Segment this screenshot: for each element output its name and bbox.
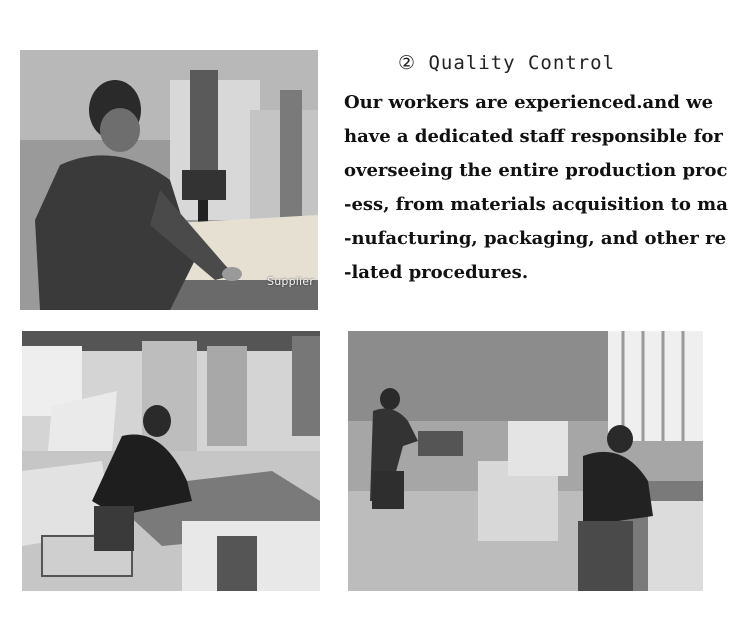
description-paragraph <box>344 90 744 294</box>
photo-drilling-illustration <box>20 50 318 310</box>
paragraph-line: -nufacturing, packaging, and other re <box>344 228 727 249</box>
paragraph-line: overseeing the entire production proc <box>344 160 728 181</box>
factory-photo-panel-saw <box>22 331 320 591</box>
factory-photo-worker-drilling <box>20 50 318 310</box>
paragraph-line: Our workers are experienced.and we <box>344 92 714 113</box>
factory-photo-woodworking-shop <box>348 331 703 591</box>
paragraph-line: have a dedicated staff responsible for <box>344 126 723 147</box>
section-heading: ② Quality Control <box>398 52 616 74</box>
photo-panel-saw-illustration <box>22 331 320 591</box>
paragraph-line: -ess, from materials acquisition to ma <box>344 194 728 215</box>
paragraph-line: -lated procedures. <box>344 262 529 283</box>
photo-woodworking-illustration <box>348 331 703 591</box>
supplier-watermark: Supplier <box>267 275 314 288</box>
